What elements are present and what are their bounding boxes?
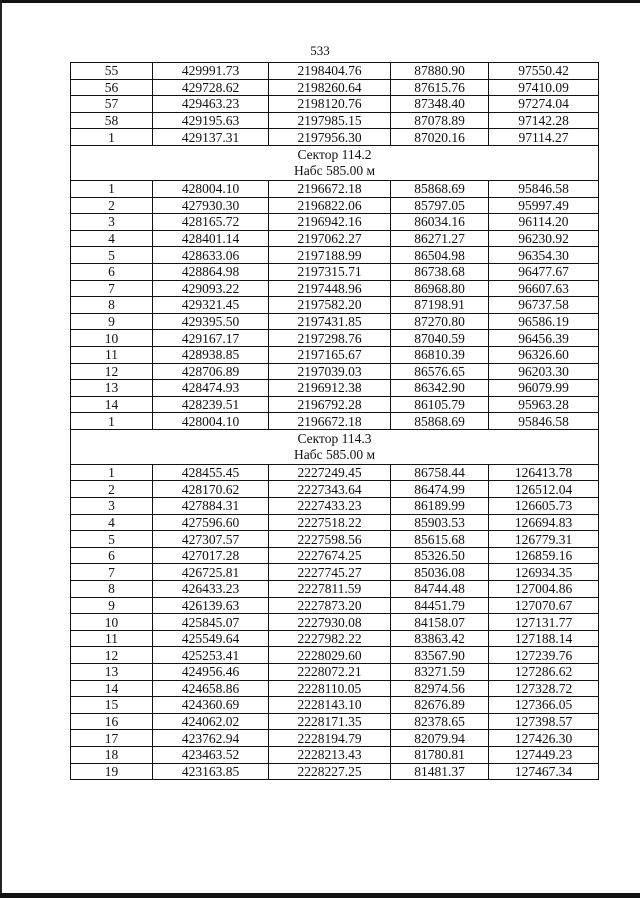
point-number-cell: 2 bbox=[71, 481, 153, 498]
sector-height: Набс 585.00 м bbox=[293, 162, 376, 178]
coord-x-cell: 427017.28 bbox=[153, 547, 269, 564]
coord-local-x-cell: 87615.76 bbox=[391, 79, 489, 96]
coord-local-y-cell: 96477.67 bbox=[489, 263, 599, 280]
coord-local-x-cell: 87348.40 bbox=[391, 96, 489, 113]
table-row bbox=[71, 197, 599, 214]
coord-y-cell: 2227598.56 bbox=[269, 531, 391, 548]
coord-local-y-cell: 96079.99 bbox=[489, 380, 599, 397]
table-row bbox=[71, 363, 599, 380]
coord-local-y-cell: 126859.16 bbox=[489, 547, 599, 564]
coord-x-cell: 423463.52 bbox=[153, 746, 269, 763]
coord-local-x-cell: 86968.80 bbox=[391, 280, 489, 297]
table-row bbox=[71, 481, 599, 498]
coord-x-cell: 425253.41 bbox=[153, 647, 269, 664]
table-row bbox=[71, 597, 599, 614]
coord-y-cell: 2197448.96 bbox=[269, 280, 391, 297]
coord-local-x-cell: 82378.65 bbox=[391, 713, 489, 730]
coord-local-y-cell: 96586.19 bbox=[489, 313, 599, 330]
table-row bbox=[71, 129, 599, 146]
table-row bbox=[71, 730, 599, 747]
coord-y-cell: 2197985.15 bbox=[269, 112, 391, 129]
coord-x-cell: 429093.22 bbox=[153, 280, 269, 297]
coordinates-table-body bbox=[71, 63, 599, 780]
coord-x-cell: 428474.93 bbox=[153, 380, 269, 397]
point-number-cell: 6 bbox=[71, 263, 153, 280]
coord-local-x-cell: 81481.37 bbox=[391, 763, 489, 780]
coord-x-cell: 424956.46 bbox=[153, 664, 269, 681]
table-row bbox=[71, 746, 599, 763]
coord-x-cell: 424360.69 bbox=[153, 697, 269, 714]
table-row bbox=[71, 180, 599, 197]
point-number-cell: 8 bbox=[71, 581, 153, 598]
coord-x-cell: 428938.85 bbox=[153, 346, 269, 363]
table-row bbox=[71, 564, 599, 581]
coord-x-cell: 429167.17 bbox=[153, 330, 269, 347]
point-number-cell: 1 bbox=[71, 180, 153, 197]
coord-local-y-cell: 96456.39 bbox=[489, 330, 599, 347]
sector-title: Сектор 114.2 bbox=[297, 146, 372, 162]
point-number-cell: 13 bbox=[71, 380, 153, 397]
point-number-cell: 12 bbox=[71, 363, 153, 380]
coord-x-cell: 428706.89 bbox=[153, 363, 269, 380]
table-row bbox=[71, 313, 599, 330]
page-number: 533 bbox=[310, 43, 330, 58]
table-row bbox=[71, 713, 599, 730]
coord-y-cell: 2227930.08 bbox=[269, 614, 391, 631]
coord-x-cell: 428165.72 bbox=[153, 214, 269, 231]
coord-local-x-cell: 85868.69 bbox=[391, 180, 489, 197]
coord-local-y-cell: 127004.86 bbox=[489, 581, 599, 598]
coord-local-y-cell: 96737.58 bbox=[489, 297, 599, 314]
coord-local-y-cell: 97142.28 bbox=[489, 112, 599, 129]
coord-x-cell: 429991.73 bbox=[153, 63, 269, 80]
coord-local-y-cell: 96114.20 bbox=[489, 214, 599, 231]
coord-y-cell: 2228194.79 bbox=[269, 730, 391, 747]
table-row bbox=[71, 531, 599, 548]
coord-y-cell: 2198120.76 bbox=[269, 96, 391, 113]
coord-local-y-cell: 126779.31 bbox=[489, 531, 599, 548]
coord-local-x-cell: 85326.50 bbox=[391, 547, 489, 564]
coord-local-x-cell: 85868.69 bbox=[391, 413, 489, 430]
table-row bbox=[71, 413, 599, 430]
point-number-cell: 18 bbox=[71, 746, 153, 763]
sector-height: Набс 585.00 м bbox=[293, 446, 376, 462]
point-number-cell: 1 bbox=[71, 413, 153, 430]
coord-local-x-cell: 82676.89 bbox=[391, 697, 489, 714]
coord-local-y-cell: 95846.58 bbox=[489, 180, 599, 197]
point-number-cell: 1 bbox=[71, 464, 153, 481]
coord-y-cell: 2228029.60 bbox=[269, 647, 391, 664]
coord-local-y-cell: 97274.04 bbox=[489, 96, 599, 113]
table-row bbox=[71, 647, 599, 664]
table-row bbox=[71, 614, 599, 631]
point-number-cell: 16 bbox=[71, 713, 153, 730]
coord-y-cell: 2198260.64 bbox=[269, 79, 391, 96]
coord-x-cell: 429395.50 bbox=[153, 313, 269, 330]
point-number-cell: 7 bbox=[71, 280, 153, 297]
coord-x-cell: 428170.62 bbox=[153, 481, 269, 498]
coord-y-cell: 2196672.18 bbox=[269, 413, 391, 430]
coord-x-cell: 428004.10 bbox=[153, 180, 269, 197]
table-row bbox=[71, 297, 599, 314]
coord-y-cell: 2196822.06 bbox=[269, 197, 391, 214]
coord-local-x-cell: 86738.68 bbox=[391, 263, 489, 280]
coord-y-cell: 2197165.67 bbox=[269, 346, 391, 363]
point-number-cell: 14 bbox=[71, 680, 153, 697]
coord-local-x-cell: 84744.48 bbox=[391, 581, 489, 598]
point-number-cell: 55 bbox=[71, 63, 153, 80]
sector-header-row bbox=[71, 429, 599, 464]
coord-local-y-cell: 127449.23 bbox=[489, 746, 599, 763]
coord-x-cell: 424658.86 bbox=[153, 680, 269, 697]
coord-local-x-cell: 82079.94 bbox=[391, 730, 489, 747]
coord-y-cell: 2197956.30 bbox=[269, 129, 391, 146]
coord-y-cell: 2227873.20 bbox=[269, 597, 391, 614]
coord-local-x-cell: 86189.99 bbox=[391, 498, 489, 515]
coord-local-y-cell: 126934.35 bbox=[489, 564, 599, 581]
table-row bbox=[71, 680, 599, 697]
coord-local-x-cell: 86034.16 bbox=[391, 214, 489, 231]
point-number-cell: 57 bbox=[71, 96, 153, 113]
coord-local-x-cell: 86474.99 bbox=[391, 481, 489, 498]
coord-local-y-cell: 95963.28 bbox=[489, 396, 599, 413]
table-row bbox=[71, 763, 599, 780]
point-number-cell: 8 bbox=[71, 297, 153, 314]
coord-local-y-cell: 95997.49 bbox=[489, 197, 599, 214]
coord-local-y-cell: 127070.67 bbox=[489, 597, 599, 614]
coord-y-cell: 2196942.16 bbox=[269, 214, 391, 231]
coord-local-x-cell: 87078.89 bbox=[391, 112, 489, 129]
coord-y-cell: 2227433.23 bbox=[269, 498, 391, 515]
point-number-cell: 14 bbox=[71, 396, 153, 413]
coord-y-cell: 2228227.25 bbox=[269, 763, 391, 780]
coord-local-y-cell: 126512.04 bbox=[489, 481, 599, 498]
coord-local-y-cell: 126413.78 bbox=[489, 464, 599, 481]
coord-y-cell: 2227811.59 bbox=[269, 581, 391, 598]
coord-y-cell: 2197431.85 bbox=[269, 313, 391, 330]
coord-local-y-cell: 127366.05 bbox=[489, 697, 599, 714]
coord-y-cell: 2197582.20 bbox=[269, 297, 391, 314]
coord-local-x-cell: 85036.08 bbox=[391, 564, 489, 581]
point-number-cell: 3 bbox=[71, 498, 153, 515]
coord-local-x-cell: 87020.16 bbox=[391, 129, 489, 146]
point-number-cell: 10 bbox=[71, 614, 153, 631]
coord-y-cell: 2198404.76 bbox=[269, 63, 391, 80]
coord-local-y-cell: 127426.30 bbox=[489, 730, 599, 747]
coord-local-y-cell: 127286.62 bbox=[489, 664, 599, 681]
coord-x-cell: 423163.85 bbox=[153, 763, 269, 780]
coord-local-y-cell: 97410.09 bbox=[489, 79, 599, 96]
point-number-cell: 1 bbox=[71, 129, 153, 146]
table-row bbox=[71, 514, 599, 531]
coord-x-cell: 427307.57 bbox=[153, 531, 269, 548]
coord-local-x-cell: 83863.42 bbox=[391, 630, 489, 647]
coord-local-y-cell: 126605.73 bbox=[489, 498, 599, 515]
coord-local-y-cell: 127188.14 bbox=[489, 630, 599, 647]
sector-header-row bbox=[71, 145, 599, 180]
coord-local-y-cell: 127398.57 bbox=[489, 713, 599, 730]
coord-x-cell: 426725.81 bbox=[153, 564, 269, 581]
coord-y-cell: 2197188.99 bbox=[269, 247, 391, 264]
table-row bbox=[71, 214, 599, 231]
point-number-cell: 4 bbox=[71, 514, 153, 531]
coord-local-y-cell: 127239.76 bbox=[489, 647, 599, 664]
point-number-cell: 9 bbox=[71, 597, 153, 614]
coord-x-cell: 427930.30 bbox=[153, 197, 269, 214]
coord-y-cell: 2227745.27 bbox=[269, 564, 391, 581]
coord-y-cell: 2196792.28 bbox=[269, 396, 391, 413]
coord-y-cell: 2227982.22 bbox=[269, 630, 391, 647]
point-number-cell: 10 bbox=[71, 330, 153, 347]
coord-y-cell: 2228072.21 bbox=[269, 664, 391, 681]
coord-x-cell: 425549.64 bbox=[153, 630, 269, 647]
point-number-cell: 15 bbox=[71, 697, 153, 714]
coord-local-x-cell: 87198.91 bbox=[391, 297, 489, 314]
coord-local-x-cell: 86758.44 bbox=[391, 464, 489, 481]
point-number-cell: 9 bbox=[71, 313, 153, 330]
coord-x-cell: 428633.06 bbox=[153, 247, 269, 264]
coord-local-x-cell: 86504.98 bbox=[391, 247, 489, 264]
coord-local-x-cell: 85903.53 bbox=[391, 514, 489, 531]
coord-local-x-cell: 85615.68 bbox=[391, 531, 489, 548]
coord-y-cell: 2197298.76 bbox=[269, 330, 391, 347]
table-row bbox=[71, 547, 599, 564]
table-row bbox=[71, 63, 599, 80]
coord-x-cell: 423762.94 bbox=[153, 730, 269, 747]
coord-x-cell: 428864.98 bbox=[153, 263, 269, 280]
coord-local-y-cell: 126694.83 bbox=[489, 514, 599, 531]
coord-local-x-cell: 83271.59 bbox=[391, 664, 489, 681]
table-row bbox=[71, 96, 599, 113]
coord-x-cell: 429728.62 bbox=[153, 79, 269, 96]
table-row bbox=[71, 581, 599, 598]
point-number-cell: 13 bbox=[71, 664, 153, 681]
point-number-cell: 6 bbox=[71, 547, 153, 564]
table-row bbox=[71, 396, 599, 413]
coord-local-x-cell: 86271.27 bbox=[391, 230, 489, 247]
coord-x-cell: 424062.02 bbox=[153, 713, 269, 730]
coord-local-x-cell: 87270.80 bbox=[391, 313, 489, 330]
point-number-cell: 7 bbox=[71, 564, 153, 581]
coord-local-y-cell: 127328.72 bbox=[489, 680, 599, 697]
coord-local-y-cell: 127131.77 bbox=[489, 614, 599, 631]
coord-x-cell: 428455.45 bbox=[153, 464, 269, 481]
coord-y-cell: 2196672.18 bbox=[269, 180, 391, 197]
coord-x-cell: 428239.51 bbox=[153, 396, 269, 413]
coord-x-cell: 426433.23 bbox=[153, 581, 269, 598]
coord-y-cell: 2196912.38 bbox=[269, 380, 391, 397]
coord-y-cell: 2228110.05 bbox=[269, 680, 391, 697]
coord-y-cell: 2227674.25 bbox=[269, 547, 391, 564]
table-row bbox=[71, 247, 599, 264]
coord-y-cell: 2228213.43 bbox=[269, 746, 391, 763]
coord-y-cell: 2197039.03 bbox=[269, 363, 391, 380]
coord-local-x-cell: 83567.90 bbox=[391, 647, 489, 664]
coord-local-x-cell: 86105.79 bbox=[391, 396, 489, 413]
table-row bbox=[71, 664, 599, 681]
coord-y-cell: 2227518.22 bbox=[269, 514, 391, 531]
coord-y-cell: 2227249.45 bbox=[269, 464, 391, 481]
point-number-cell: 2 bbox=[71, 197, 153, 214]
coord-x-cell: 429195.63 bbox=[153, 112, 269, 129]
coord-local-y-cell: 96326.60 bbox=[489, 346, 599, 363]
coord-local-y-cell: 97550.42 bbox=[489, 63, 599, 80]
point-number-cell: 11 bbox=[71, 346, 153, 363]
point-number-cell: 56 bbox=[71, 79, 153, 96]
point-number-cell: 4 bbox=[71, 230, 153, 247]
coord-local-x-cell: 87880.90 bbox=[391, 63, 489, 80]
table-row bbox=[71, 380, 599, 397]
coord-x-cell: 427596.60 bbox=[153, 514, 269, 531]
coord-x-cell: 429137.31 bbox=[153, 129, 269, 146]
point-number-cell: 12 bbox=[71, 647, 153, 664]
coord-local-x-cell: 86342.90 bbox=[391, 380, 489, 397]
coord-local-x-cell: 87040.59 bbox=[391, 330, 489, 347]
table-row bbox=[71, 630, 599, 647]
table-row bbox=[71, 464, 599, 481]
scan-edge-top bbox=[0, 0, 640, 3]
coord-local-x-cell: 85797.05 bbox=[391, 197, 489, 214]
coord-y-cell: 2197315.71 bbox=[269, 263, 391, 280]
point-number-cell: 5 bbox=[71, 531, 153, 548]
coord-y-cell: 2228143.10 bbox=[269, 697, 391, 714]
scan-edge-left bbox=[0, 0, 2, 898]
table-row bbox=[71, 498, 599, 515]
coord-local-y-cell: 97114.27 bbox=[489, 129, 599, 146]
coord-local-x-cell: 81780.81 bbox=[391, 746, 489, 763]
point-number-cell: 5 bbox=[71, 247, 153, 264]
coord-local-x-cell: 84158.07 bbox=[391, 614, 489, 631]
coord-y-cell: 2227343.64 bbox=[269, 481, 391, 498]
sector-header-cell bbox=[71, 145, 599, 180]
point-number-cell: 58 bbox=[71, 112, 153, 129]
coord-local-y-cell: 127467.34 bbox=[489, 763, 599, 780]
table-row bbox=[71, 346, 599, 363]
coord-local-y-cell: 96354.30 bbox=[489, 247, 599, 264]
sector-header-cell bbox=[71, 429, 599, 464]
table-row bbox=[71, 263, 599, 280]
coord-x-cell: 428004.10 bbox=[153, 413, 269, 430]
coord-local-x-cell: 86810.39 bbox=[391, 346, 489, 363]
coord-x-cell: 426139.63 bbox=[153, 597, 269, 614]
coord-x-cell: 429463.23 bbox=[153, 96, 269, 113]
scan-edge-bottom bbox=[0, 893, 640, 898]
coord-local-y-cell: 96230.92 bbox=[489, 230, 599, 247]
coord-local-y-cell: 95846.58 bbox=[489, 413, 599, 430]
table-row bbox=[71, 79, 599, 96]
coord-y-cell: 2228171.35 bbox=[269, 713, 391, 730]
coord-local-x-cell: 84451.79 bbox=[391, 597, 489, 614]
coord-x-cell: 427884.31 bbox=[153, 498, 269, 515]
point-number-cell: 11 bbox=[71, 630, 153, 647]
coord-local-y-cell: 96607.63 bbox=[489, 280, 599, 297]
table-row bbox=[71, 280, 599, 297]
sector-title: Сектор 114.3 bbox=[297, 430, 372, 446]
coord-local-y-cell: 96203.30 bbox=[489, 363, 599, 380]
point-number-cell: 17 bbox=[71, 730, 153, 747]
coord-x-cell: 425845.07 bbox=[153, 614, 269, 631]
table-row bbox=[71, 112, 599, 129]
coord-x-cell: 428401.14 bbox=[153, 230, 269, 247]
coord-x-cell: 429321.45 bbox=[153, 297, 269, 314]
point-number-cell: 19 bbox=[71, 763, 153, 780]
coord-local-x-cell: 82974.56 bbox=[391, 680, 489, 697]
coordinates-table bbox=[70, 62, 599, 780]
table-row bbox=[71, 230, 599, 247]
coord-y-cell: 2197062.27 bbox=[269, 230, 391, 247]
point-number-cell: 3 bbox=[71, 214, 153, 231]
table-row bbox=[71, 330, 599, 347]
table-row bbox=[71, 697, 599, 714]
coord-local-x-cell: 86576.65 bbox=[391, 363, 489, 380]
